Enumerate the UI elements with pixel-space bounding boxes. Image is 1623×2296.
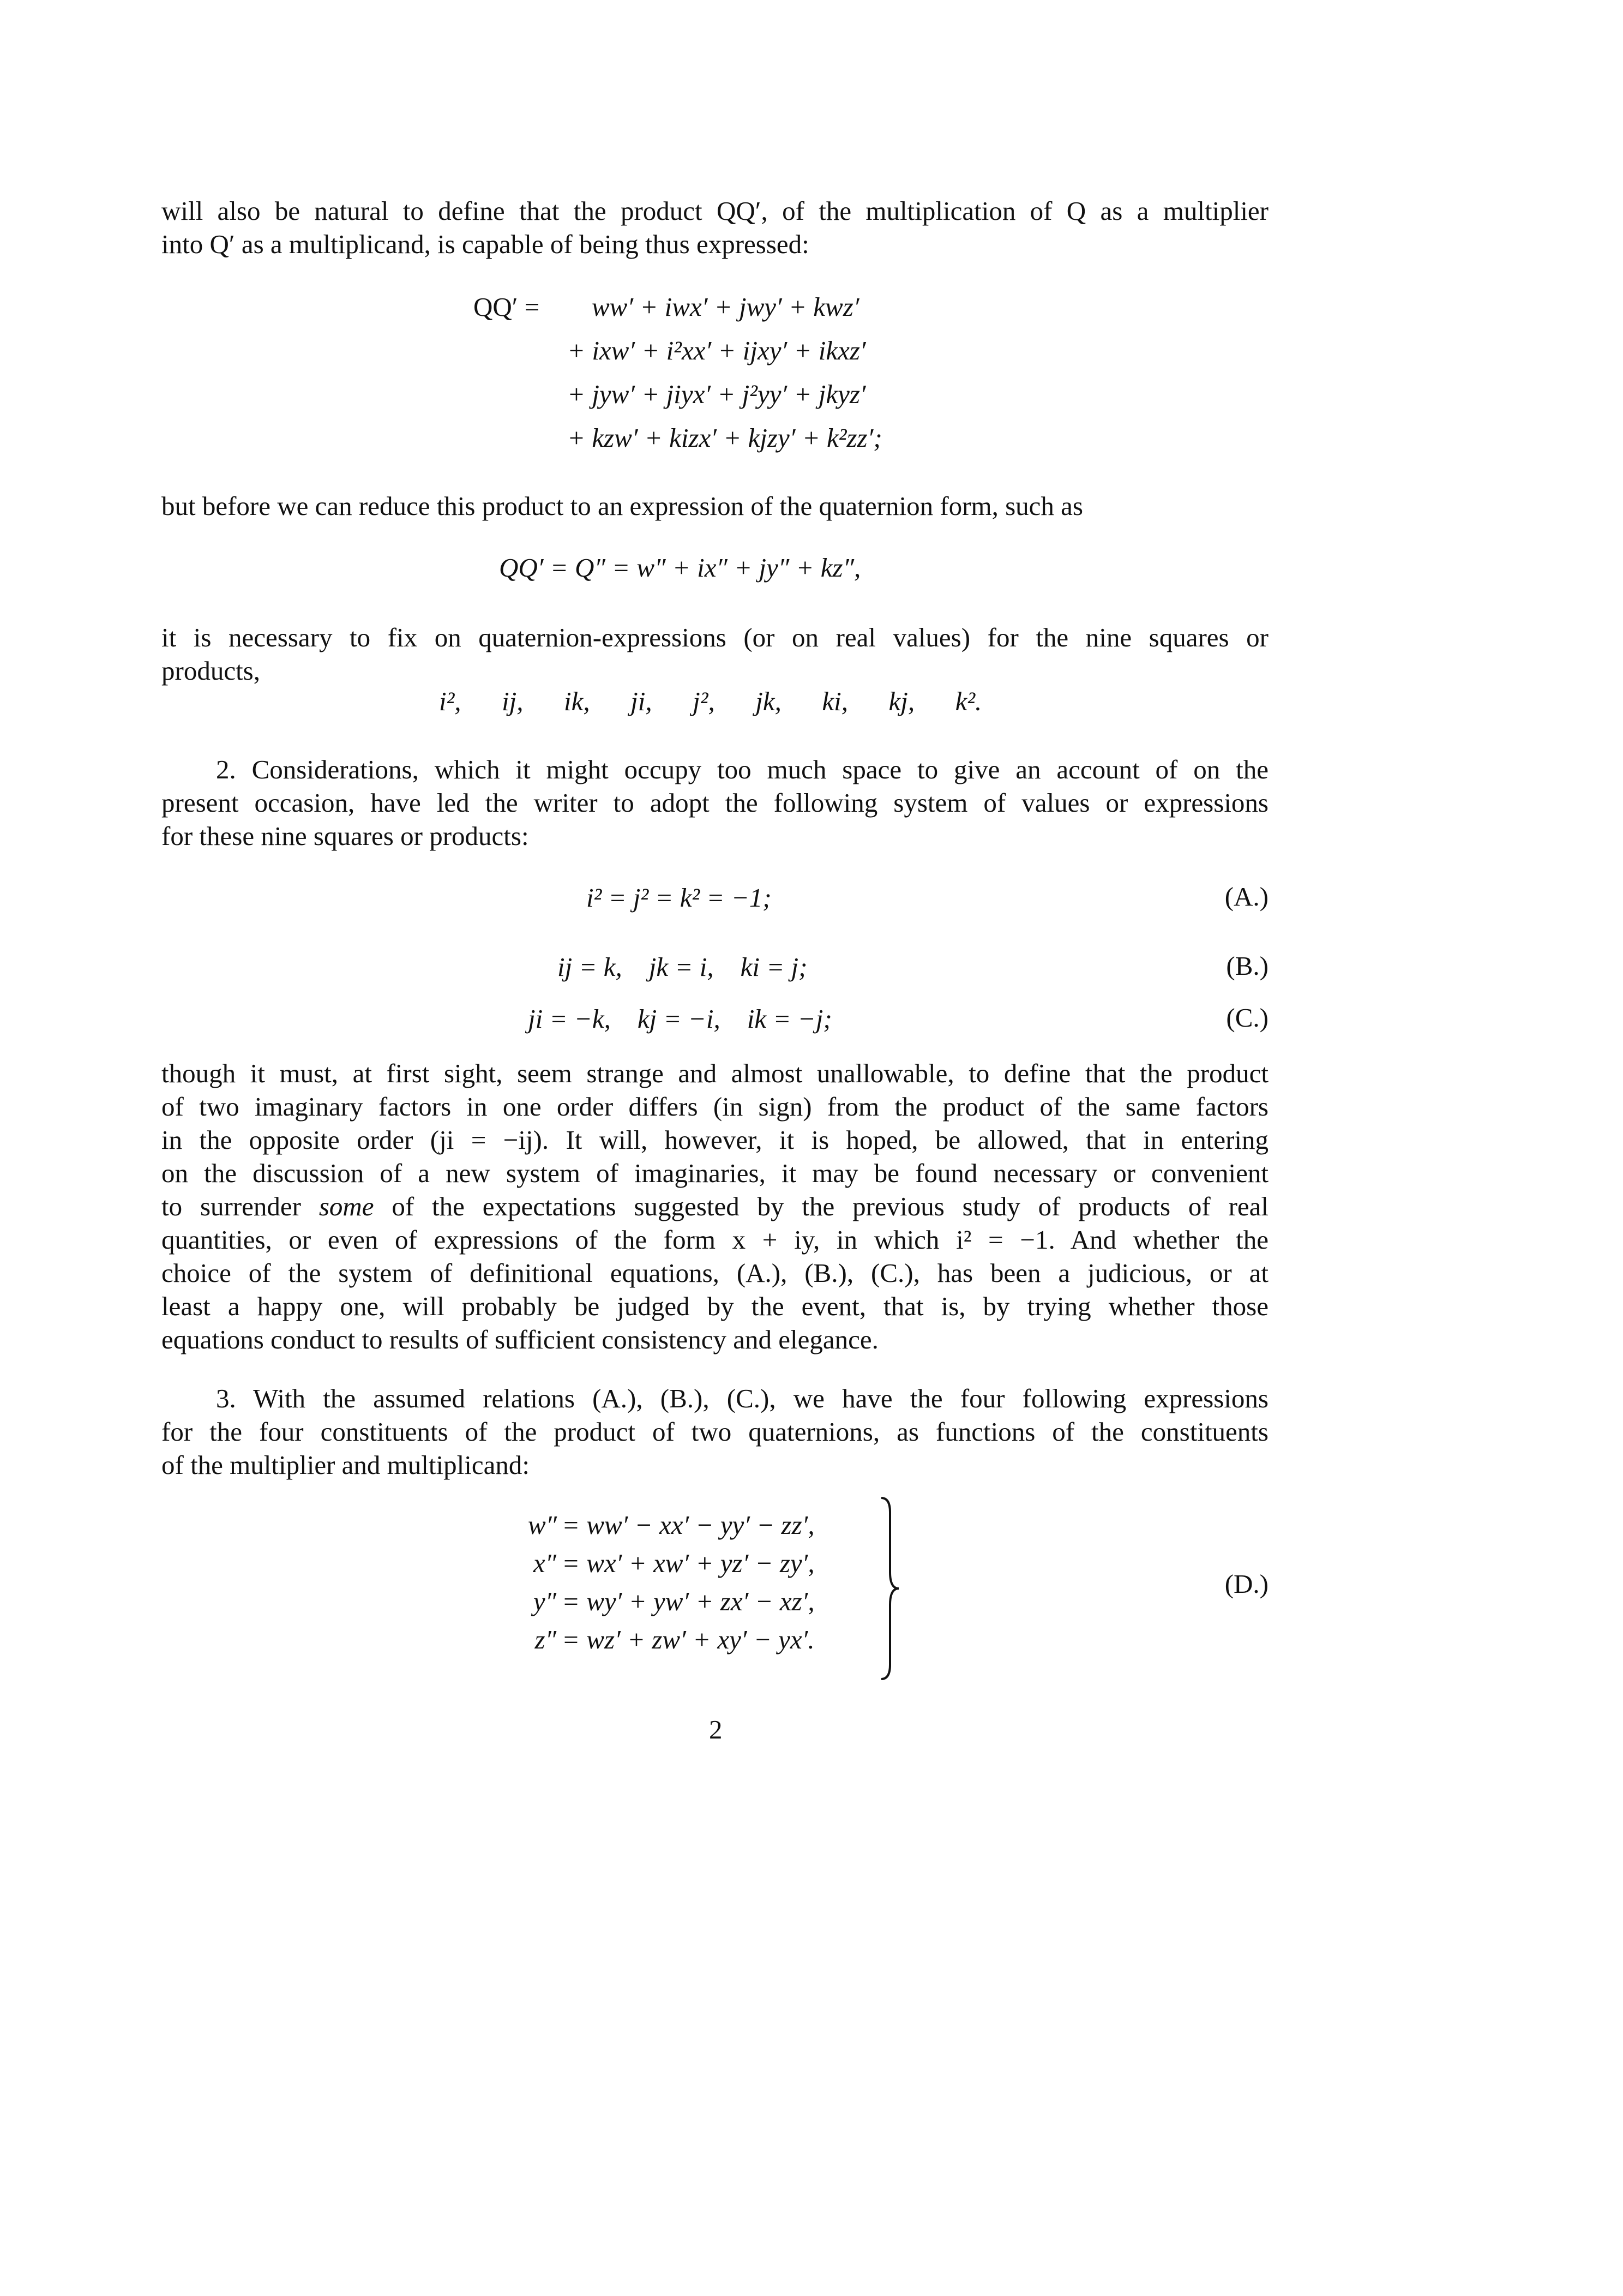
nine-products-list <box>439 685 982 718</box>
text-line: on the discussion of a new system of imaginaries, it may be found necessary or convenient <box>161 1158 1269 1188</box>
product-item: jk, <box>755 686 782 716</box>
though-paragraph <box>161 1057 1269 1356</box>
section-2-paragraph <box>161 753 1269 853</box>
text-line: to surrender some of the expectations suggested by the previous study of products of real <box>161 1191 1269 1221</box>
definition-b-equation: ij = k, jk = i, ki = j; <box>557 952 808 982</box>
section-3-paragraph <box>161 1382 1269 1482</box>
constituent-z-lhs: z″ <box>534 1624 556 1654</box>
product-item: k². <box>955 686 982 716</box>
product-expansion-row-4: + kzw′ + kizx′ + kjzy′ + k²zz′; <box>567 423 882 453</box>
text-line: quantities, or even of expressions of the form x + iy, in which i² = −1. And whether the <box>161 1225 1269 1255</box>
but-before-paragraph <box>161 489 1269 523</box>
text-line: for the four constituents of the product of two quaternions, as functions of the constituents <box>161 1417 1269 1447</box>
text-line: present occasion, have led the writer to adopt the following system of values or expressions <box>161 788 1269 818</box>
definition-a-equation: i² = j² = k² = −1; <box>586 883 772 913</box>
product-item: kj, <box>888 686 915 716</box>
emphasis-some: some <box>318 1191 374 1221</box>
constituent-w-lhs: w″ <box>528 1510 557 1540</box>
definition-b-tag: (B.) <box>1226 951 1269 981</box>
quaternion-form-equation: QQ′ = Q″ = w″ + ix″ + jy″ + kz″, <box>499 553 861 583</box>
text-line: for these nine squares or products: <box>161 821 529 851</box>
constituent-x-lhs: x″ <box>533 1548 556 1578</box>
product-item: ki, <box>822 686 848 716</box>
product-expansion-row-3: + jyw′ + jiyx′ + j²yy′ + jkyz′ <box>567 379 866 409</box>
text-line: products, <box>161 656 260 686</box>
text-line: it is necessary to fix on quaternion-expressions (or on real values) for the nine squares or <box>161 622 1269 652</box>
constituent-w-rhs: = ww′ − xx′ − yy′ − zz′, <box>562 1510 815 1540</box>
text-line: of two imaginary factors in one order differs (in sign) from the product of the same factors <box>161 1092 1269 1122</box>
text-line: of the multiplier and multiplicand: <box>161 1450 530 1480</box>
text-line: but before we can reduce this product to an expression of the quaternion form, such as <box>161 491 1083 521</box>
constituent-z-rhs: = wz′ + zw′ + xy′ − yx′. <box>562 1624 815 1654</box>
text-line: choice of the system of definitional equations, (A.), (B.), (C.), has been a judicious, or at <box>161 1258 1269 1288</box>
product-expansion-row-1: ww′ + iwx′ + jwy′ + kwz′ <box>592 292 859 322</box>
definition-a-tag: (A.) <box>1224 882 1269 912</box>
text-line: in the opposite order (ji = −ij). It will, however, it is hoped, be allowed, that in entering <box>161 1125 1269 1155</box>
text-line: 2. Considerations, which it might occupy too much space to give an account of on the <box>216 754 1269 784</box>
product-item: ik, <box>564 686 590 716</box>
definition-d-tag: (D.) <box>1224 1569 1269 1599</box>
text-line: will also be natural to define that the product QQ′, of the multiplication of Q as a multiplier <box>161 196 1269 226</box>
text-line: though it must, at first sight, seem strange and almost unallowable, to define that the product <box>161 1058 1269 1088</box>
text-line: 3. With the assumed relations (A.), (B.), (C.), we have the four following expressions <box>216 1383 1269 1413</box>
intro-paragraph <box>161 194 1269 261</box>
product-item: ij, <box>502 686 524 716</box>
right-brace <box>879 1496 901 1681</box>
constituent-x-rhs: = wx′ + xw′ + yz′ − zy′, <box>562 1548 815 1578</box>
definition-c-equation: ji = −k, kj = −i, ik = −j; <box>528 1004 832 1034</box>
product-item: i², <box>439 686 461 716</box>
definition-c-tag: (C.) <box>1226 1003 1269 1033</box>
text-line: equations conduct to results of sufficient consistency and elegance. <box>161 1324 879 1354</box>
constituent-y-rhs: = wy′ + yw′ + zx′ − xz′, <box>562 1586 815 1616</box>
product-item: ji, <box>630 686 652 716</box>
text-line: into Q′ as a multiplicand, is capable of being thus expressed: <box>161 229 809 259</box>
text-line: least a happy one, will probably be judged by the event, that is, by trying whether those <box>161 1291 1269 1321</box>
constituent-y-lhs: y″ <box>533 1586 556 1616</box>
necessary-paragraph <box>161 621 1269 687</box>
product-item: j², <box>693 686 715 716</box>
product-expansion-row-2: + ixw′ + i²xx′ + ijxy′ + ikxz′ <box>567 335 866 365</box>
product-lhs: QQ′ = <box>473 292 540 322</box>
page-number: 2 <box>709 1714 723 1745</box>
